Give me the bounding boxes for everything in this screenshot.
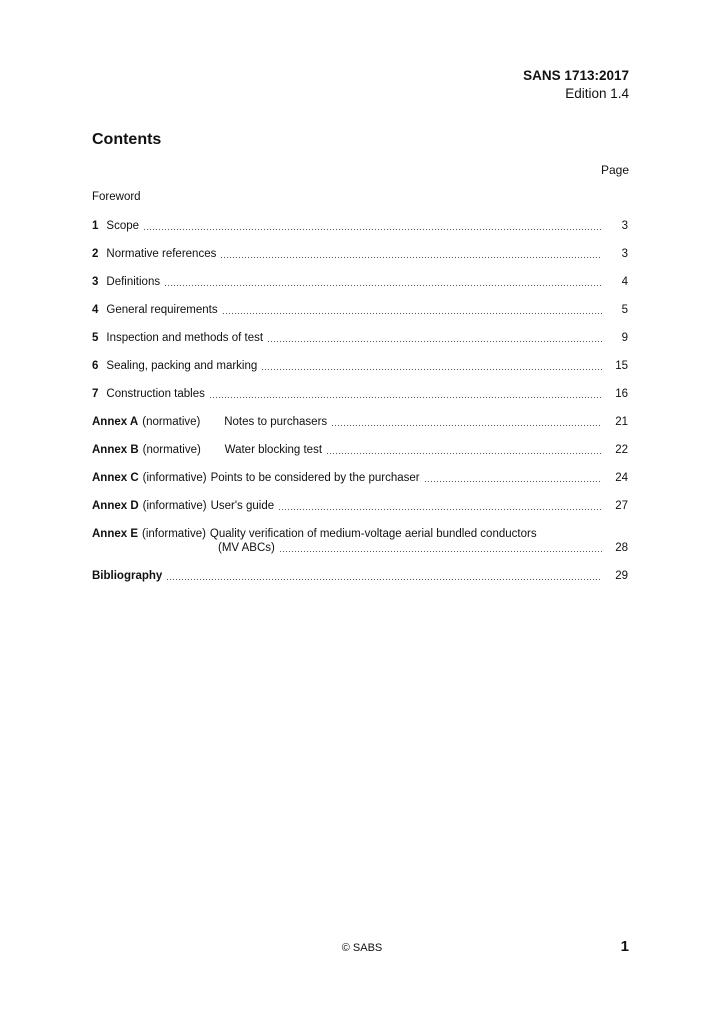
annex-type: (normative) (142, 416, 201, 428)
toc-number: 1 (92, 220, 99, 232)
annex-key: Annex C (92, 472, 139, 484)
toc-label: Definitions (106, 276, 161, 288)
toc-label: Inspection and methods of test (106, 332, 264, 344)
toc-page: 3 (621, 220, 628, 232)
annex-type: (informative) (142, 472, 207, 484)
dot-leader (331, 425, 602, 426)
annex-title-continued: (MV ABCs) (218, 542, 275, 554)
toc-entry-sealing[interactable] (92, 359, 630, 387)
toc-label: Scope (106, 220, 140, 232)
standard-id: SANS 1713:2017 (523, 68, 629, 83)
annex-title: Notes to purchasers (224, 416, 328, 428)
toc-entry-bibliography[interactable] (92, 569, 630, 597)
toc-page: 15 (615, 360, 628, 372)
toc-entry-annex-a[interactable] (92, 415, 630, 443)
toc-number: 6 (92, 360, 99, 372)
annex-key: Annex B (92, 444, 139, 456)
toc-entry-construction-tables[interactable] (92, 387, 630, 415)
dot-leader (326, 453, 602, 454)
toc-label: Normative references (106, 248, 217, 260)
dot-leader (278, 509, 602, 510)
dot-leader (279, 551, 602, 552)
toc-page: 27 (615, 500, 628, 512)
page-number: 1 (620, 938, 629, 955)
toc-page: 29 (615, 570, 628, 582)
annex-key: Annex D (92, 500, 139, 512)
toc-page: 9 (621, 332, 628, 344)
toc-entry-annex-d[interactable] (92, 499, 630, 527)
annex-title: User's guide (210, 500, 275, 512)
toc-page: 24 (615, 472, 628, 484)
toc-number: 5 (92, 332, 99, 344)
toc-page: 28 (615, 542, 628, 554)
page-title: Contents (92, 131, 162, 148)
annex-type: (informative) (142, 528, 206, 540)
copyright-footer: © SABS (341, 942, 383, 954)
toc-foreword[interactable]: Foreword (92, 191, 141, 203)
toc-page: 16 (615, 388, 628, 400)
annex-title: Points to be considered by the purchaser (210, 472, 420, 484)
annex-title: Water blocking test (224, 444, 323, 456)
toc-page: 22 (615, 444, 628, 456)
dot-leader (261, 369, 602, 370)
toc-label: Sealing, packing and marking (106, 360, 258, 372)
toc-entry-definitions[interactable] (92, 275, 630, 303)
toc-number: 7 (92, 388, 99, 400)
toc-entry-inspection[interactable] (92, 331, 630, 359)
toc-entry-annex-e[interactable] (92, 527, 630, 569)
dot-leader (166, 579, 602, 580)
toc-entry-normative-references[interactable] (92, 247, 630, 275)
edition-label: Edition 1.4 (565, 86, 629, 101)
toc-entry-general-requirements[interactable] (92, 303, 630, 331)
toc-number: 2 (92, 248, 99, 260)
toc-number: 3 (92, 276, 99, 288)
toc-label: General requirements (106, 304, 218, 316)
toc-entry-annex-c[interactable] (92, 471, 630, 499)
dot-leader (267, 341, 602, 342)
toc-number: 4 (92, 304, 99, 316)
toc-entry-annex-b[interactable] (92, 443, 630, 471)
toc-page: 4 (621, 276, 628, 288)
annex-type: (normative) (142, 444, 201, 456)
annex-type: (informative) (142, 500, 207, 512)
toc-entry-scope[interactable] (92, 219, 630, 247)
dot-leader (209, 397, 602, 398)
dot-leader (222, 313, 602, 314)
dot-leader (424, 481, 602, 482)
toc-page: 5 (621, 304, 628, 316)
toc-page: 3 (621, 248, 628, 260)
dot-leader (143, 229, 602, 230)
dot-leader (220, 257, 602, 258)
toc-page: 21 (615, 416, 628, 428)
annex-key: Annex A (92, 416, 139, 428)
annex-key: Annex E (92, 528, 139, 540)
page-column-header: Page (600, 163, 629, 177)
toc-label: Construction tables (106, 388, 205, 400)
annex-title: Quality verification of medium-voltage aerial bundled conductors (209, 528, 537, 540)
dot-leader (164, 285, 602, 286)
toc-label: Bibliography (92, 570, 163, 582)
table-of-contents (92, 219, 630, 597)
